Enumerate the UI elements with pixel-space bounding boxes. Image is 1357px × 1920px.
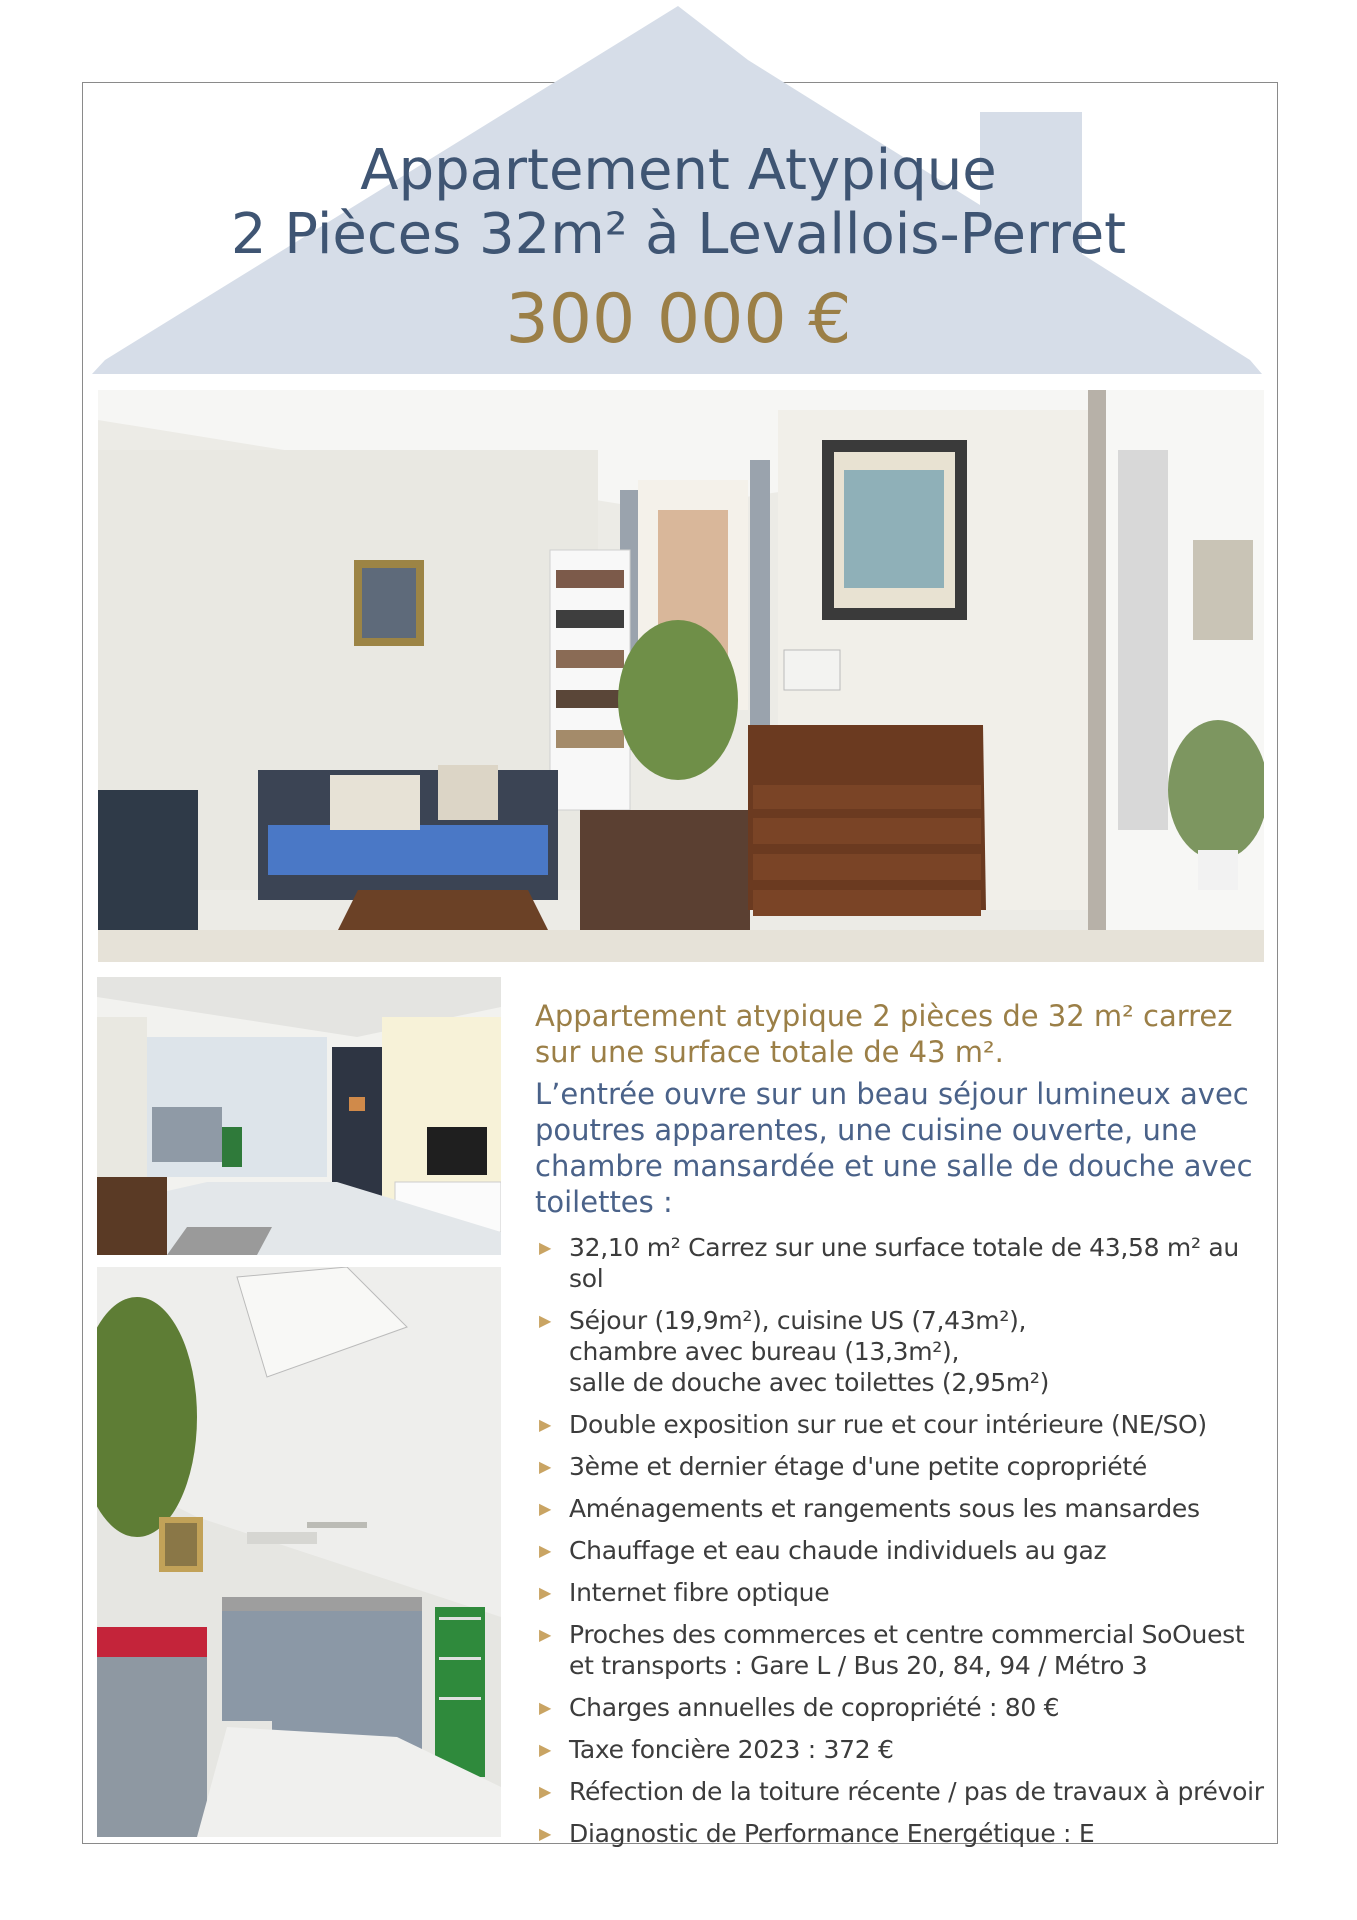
feature-text: et transports : Gare L / Bus 20, 84, 94 / Métro 3 <box>569 1651 1148 1680</box>
listing-price: 300 000 € <box>505 280 852 359</box>
description-column <box>535 998 1275 1860</box>
feature-item <box>535 1818 1275 1849</box>
triangle-bullet-icon: ▶ <box>539 1824 552 1843</box>
feature-text: Séjour (19,9m²), cuisine US (7,43m²), <box>569 1306 1027 1335</box>
feature-item <box>535 1493 1275 1524</box>
feature-text: Charges annuelles de copropriété : 80 € <box>569 1693 1060 1722</box>
living-room-photo <box>98 390 1264 962</box>
feature-item <box>535 1692 1275 1723</box>
feature-text: 3ème et dernier étage d'une petite copropriété <box>569 1452 1147 1481</box>
feature-item <box>535 1734 1275 1765</box>
feature-text: Proches des commerces et centre commercial SoOuest <box>569 1620 1245 1649</box>
triangle-bullet-icon: ▶ <box>539 1583 552 1602</box>
feature-text: Double exposition sur rue et cour intérieure (NE/SO) <box>569 1410 1207 1439</box>
triangle-bullet-icon: ▶ <box>539 1311 552 1330</box>
feature-text: Aménagements et rangements sous les mansardes <box>569 1494 1200 1523</box>
feature-item <box>535 1232 1275 1294</box>
triangle-bullet-icon: ▶ <box>539 1782 552 1801</box>
triangle-bullet-icon: ▶ <box>539 1740 552 1759</box>
triangle-bullet-icon: ▶ <box>539 1238 552 1257</box>
triangle-bullet-icon: ▶ <box>539 1415 552 1434</box>
feature-text: Réfection de la toiture récente / pas de travaux à prévoir <box>569 1777 1264 1806</box>
triangle-bullet-icon: ▶ <box>539 1625 552 1644</box>
triangle-bullet-icon: ▶ <box>539 1698 552 1717</box>
feature-text: Internet fibre optique <box>569 1578 830 1607</box>
listing-title-line2: 2 Pièces 32m² à Levallois-Perret <box>230 202 1127 267</box>
feature-item <box>535 1409 1275 1440</box>
feature-text: Taxe foncière 2023 : 372 € <box>569 1735 894 1764</box>
triangle-bullet-icon: ▶ <box>539 1457 552 1476</box>
description-intro: L’entrée ouvre sur un beau séjour lumineux avec poutres apparentes, une cuisine ouverte, une chambre mansardée et une salle de douche avec toilettes : <box>535 1077 1253 1219</box>
feature-text: chambre avec bureau (13,3m²), <box>569 1337 960 1366</box>
feature-item <box>535 1451 1275 1482</box>
kitchen-photo <box>97 1267 501 1837</box>
triangle-bullet-icon: ▶ <box>539 1541 552 1560</box>
feature-item <box>535 1305 1275 1398</box>
feature-item <box>535 1619 1275 1681</box>
feature-text: 32,10 m² Carrez sur une surface totale de 43,58 m² au sol <box>569 1233 1239 1293</box>
feature-item <box>535 1535 1275 1566</box>
feature-text: Chauffage et eau chaude individuels au gaz <box>569 1536 1107 1565</box>
feature-text: salle de douche avec toilettes (2,95m²) <box>569 1368 1050 1397</box>
feature-text: Diagnostic de Performance Energétique : E <box>569 1819 1095 1848</box>
triangle-bullet-icon: ▶ <box>539 1499 552 1518</box>
feature-list <box>535 1232 1275 1849</box>
feature-item <box>535 1577 1275 1608</box>
feature-item <box>535 1776 1275 1807</box>
entrance-photo <box>97 977 501 1255</box>
listing-title-line1: Appartement Atypique <box>360 138 997 203</box>
description-lead: Appartement atypique 2 pièces de 32 m² carrez sur une surface totale de 43 m². <box>535 999 1233 1069</box>
